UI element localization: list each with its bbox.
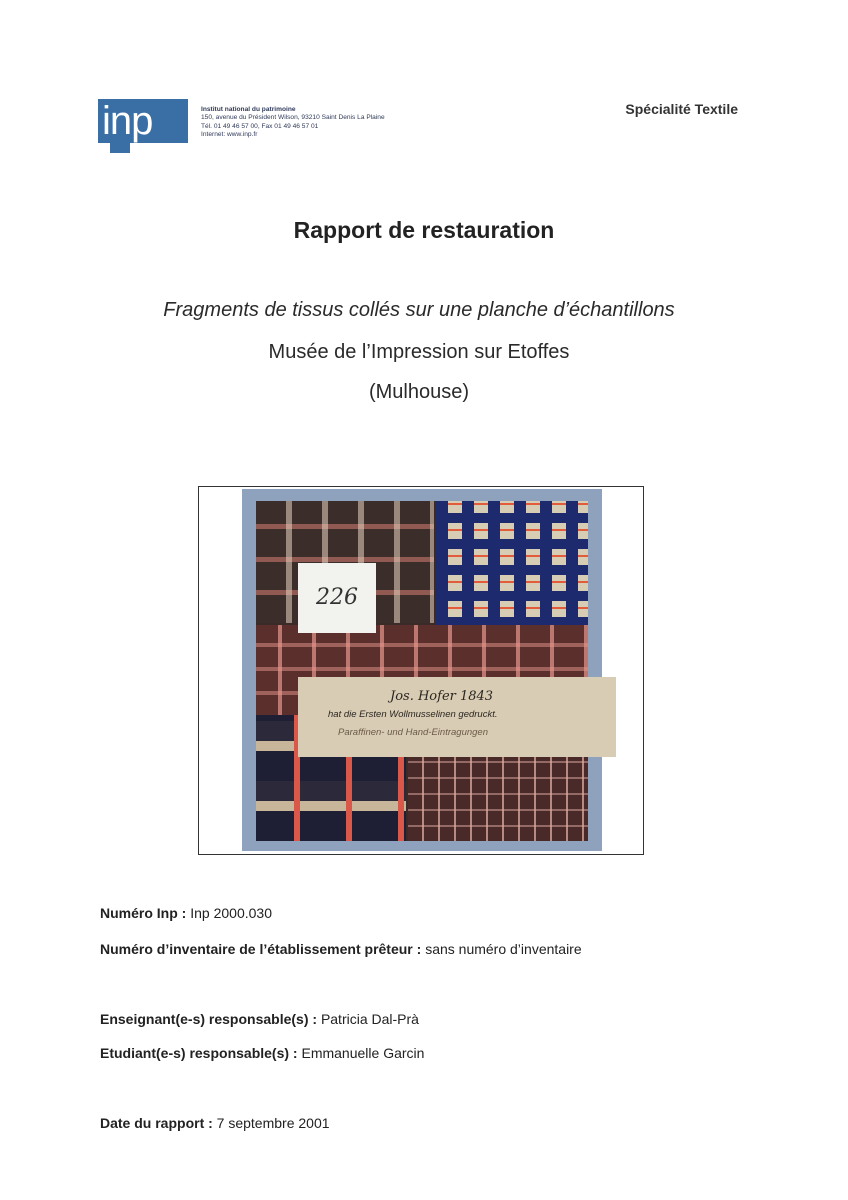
handwritten-label-card xyxy=(298,677,616,757)
object-title: Fragments de tissus collés sur une planche d’échantillons xyxy=(163,299,675,321)
inp-logo xyxy=(98,99,188,143)
logo-tab xyxy=(110,143,130,153)
label-line-2: hat die Ersten Wollmusselinen gedruckt. xyxy=(328,709,498,720)
institution-name: Institut national du patrimoine xyxy=(201,106,296,113)
page-title: Rapport de restauration xyxy=(293,217,555,243)
museum-city: (Mulhouse) xyxy=(368,381,470,403)
etudiant-row xyxy=(100,1045,424,1061)
specialite-label: Spécialité Textile xyxy=(625,101,738,117)
institution-street: 150, avenue du Président Wilson, 93210 Saint Denis La Plaine xyxy=(201,114,385,122)
date-label: Date du rapport : xyxy=(100,1115,213,1131)
enseignant-value: Patricia Dal-Prà xyxy=(320,1011,419,1027)
museum-name: Musée de l’Impression sur Etoffes xyxy=(268,341,570,363)
sample-board-photo xyxy=(198,486,644,855)
inventaire-value: sans numéro d’inventaire xyxy=(425,941,582,957)
institution-phone: Tél. 01 49 46 57 00, Fax 01 49 46 57 01 xyxy=(201,122,319,130)
label-line-3: Paraffinen- und Hand-Eintragungen xyxy=(338,727,488,738)
etudiant-value: Emmanuelle Garcin xyxy=(301,1045,425,1061)
fabric-swatch-blue-check xyxy=(436,501,588,627)
inventaire-label: Numéro d’inventaire de l’établissement prêteur : xyxy=(100,941,422,957)
fabric-board xyxy=(256,501,588,841)
date-value: 7 septembre 2001 xyxy=(216,1115,330,1131)
photo-background xyxy=(242,489,602,851)
label-line-1: Jos. Hofer 1843 xyxy=(390,689,494,704)
institution-address xyxy=(201,106,441,140)
date-row xyxy=(100,1115,330,1131)
enseignant-row xyxy=(100,1011,419,1027)
numero-inp-value: Inp 2000.030 xyxy=(190,905,272,921)
numero-inp-label: Numéro Inp : xyxy=(100,905,187,921)
etudiant-label: Etudiant(e-s) responsable(s) : xyxy=(100,1045,298,1061)
logo-text: inp xyxy=(102,99,153,143)
inventaire-row xyxy=(100,941,582,957)
inventory-number-tag: 226 xyxy=(298,563,376,633)
enseignant-label: Enseignant(e-s) responsable(s) : xyxy=(100,1011,318,1027)
numero-inp-row xyxy=(100,905,272,921)
institution-web: Internet: www.inp.fr xyxy=(201,131,258,139)
